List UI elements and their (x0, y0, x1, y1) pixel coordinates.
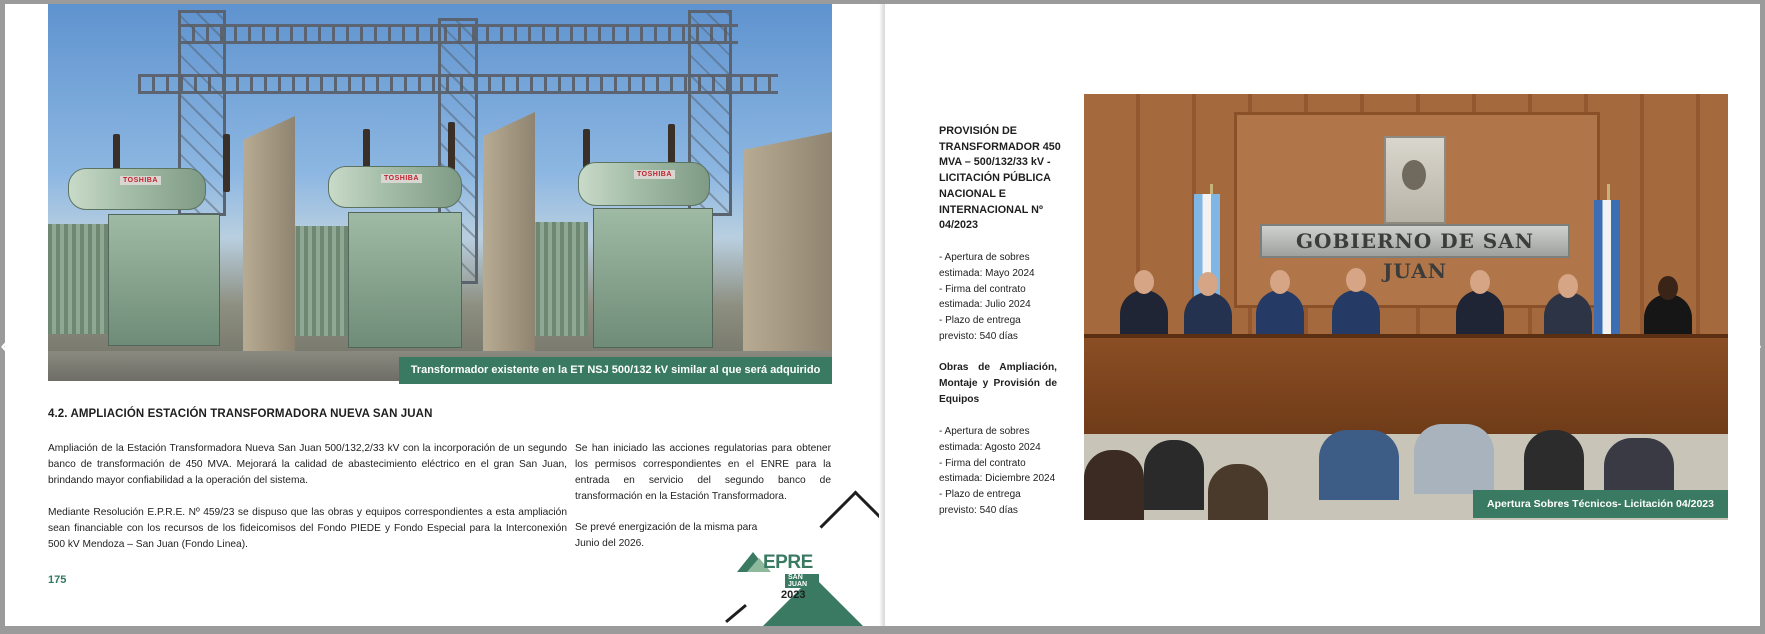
conservator-tank (328, 166, 462, 208)
paragraph: Se han iniciado las acciones regulatorias para obtener los permisos correspondientes en el ENRE para la entrada en servicio del segundo banco de transformación en la Estación Transformadora. (575, 443, 831, 502)
fire-wall (483, 112, 535, 356)
bushing (223, 134, 230, 192)
page-number: 175 (48, 574, 67, 586)
audience-member (1319, 430, 1399, 500)
meeting-photo (1084, 94, 1728, 520)
desk (1084, 334, 1728, 438)
audience-member (1414, 424, 1494, 494)
fire-wall (243, 116, 295, 356)
transformer-body (348, 212, 462, 348)
logo-year: 2023 (781, 589, 806, 601)
paragraph: Ampliación de la Estación Transformadora Nueva San Juan 500/132,2/33 kV con la incorporación de un segundo banco de transformación de 450 MVA. Mejorará la calidad de abastecimiento eléctrico en el gran San Juan, brindando mayor confiabilidad a la operación del sistema. (48, 443, 567, 486)
left-page (5, 4, 884, 626)
schedule-list (939, 424, 1057, 519)
photo-caption: Apertura Sobres Técnicos- Licitación 04/2023 (1473, 490, 1728, 518)
prev-page-arrow-icon[interactable]: ‹ (0, 326, 12, 364)
brand-label: TOSHIBA (120, 176, 161, 185)
fire-wall (743, 132, 832, 356)
brand-label: TOSHIBA (381, 174, 422, 183)
person-head (1470, 270, 1490, 294)
radiator (528, 222, 588, 336)
san-juan-flag-icon (1594, 200, 1620, 350)
person-head (1346, 268, 1366, 292)
transformer-body (593, 208, 713, 348)
list-item: - Plazo de entrega previsto: 540 días (939, 489, 1021, 516)
logo-subtext: SAN JUAN (785, 574, 819, 588)
person-head (1658, 276, 1678, 300)
radiator (48, 224, 108, 334)
licitacion-title: PROVISIÓN DE TRANSFORMADOR 450 MVA – 500/132/33 kV - LICITACIÓN PÚBLICA NACIONAL E INTERNACIONAL Nº 04/2023 (939, 125, 1061, 232)
person-head (1134, 270, 1154, 294)
paragraph: Se prevé energización de la misma para Junio del 2026. (575, 522, 758, 549)
decorative-line (725, 604, 747, 623)
schedule-list (939, 250, 1057, 345)
person-head (1270, 270, 1290, 294)
conservator-tank (578, 162, 710, 206)
wall-sign: GOBIERNO DE SAN JUAN (1260, 224, 1570, 258)
transformer-photo (48, 4, 832, 381)
transformer-body (108, 214, 220, 346)
conservator-tank (68, 168, 206, 210)
provincial-seal-icon (1384, 136, 1446, 224)
next-page-arrow-icon[interactable]: › (1751, 326, 1763, 364)
list-item: - Plazo de entrega previsto: 540 días (939, 315, 1021, 342)
list-item: - Apertura de sobres estimada: Mayo 2024 (939, 252, 1035, 279)
list-item: - Apertura de sobres estimada: Agosto 2024 (939, 426, 1041, 453)
radiator (288, 226, 348, 336)
list-item: - Firma del contrato estimada: Diciembre 2024 (939, 457, 1056, 485)
audience-member (1144, 440, 1204, 510)
person-head (1558, 274, 1578, 298)
person-head (1198, 272, 1218, 296)
section-heading: 4.2. AMPLIACIÓN ESTACIÓN TRANSFORMADORA NUEVA SAN JUAN (48, 408, 433, 420)
audience-member (1208, 464, 1268, 520)
obras-subtitle: Obras de Ampliación, Montaje y Provisión de Equipos (939, 362, 1057, 405)
paragraph: Mediante Resolución E.P.R.E. Nº 459/23 se dispuso que las obras y equipos correspondientes a esta ampliación sean financiable con los recursos de los fideicomisos del Fondo PIEDE y Fondo Especial para la Interconexión 500 kV Mendoza – San Juan (Fondo Linea). (48, 507, 567, 550)
photo-caption: Transformador existente en la ET NSJ 500/132 kV similar al que será adquirido (399, 357, 832, 384)
logo-text: EPRE (763, 552, 813, 573)
brand-label: TOSHIBA (634, 170, 675, 179)
audience-member (1084, 450, 1144, 520)
list-item: - Firma del contrato estimada: Julio 2024 (939, 283, 1031, 311)
